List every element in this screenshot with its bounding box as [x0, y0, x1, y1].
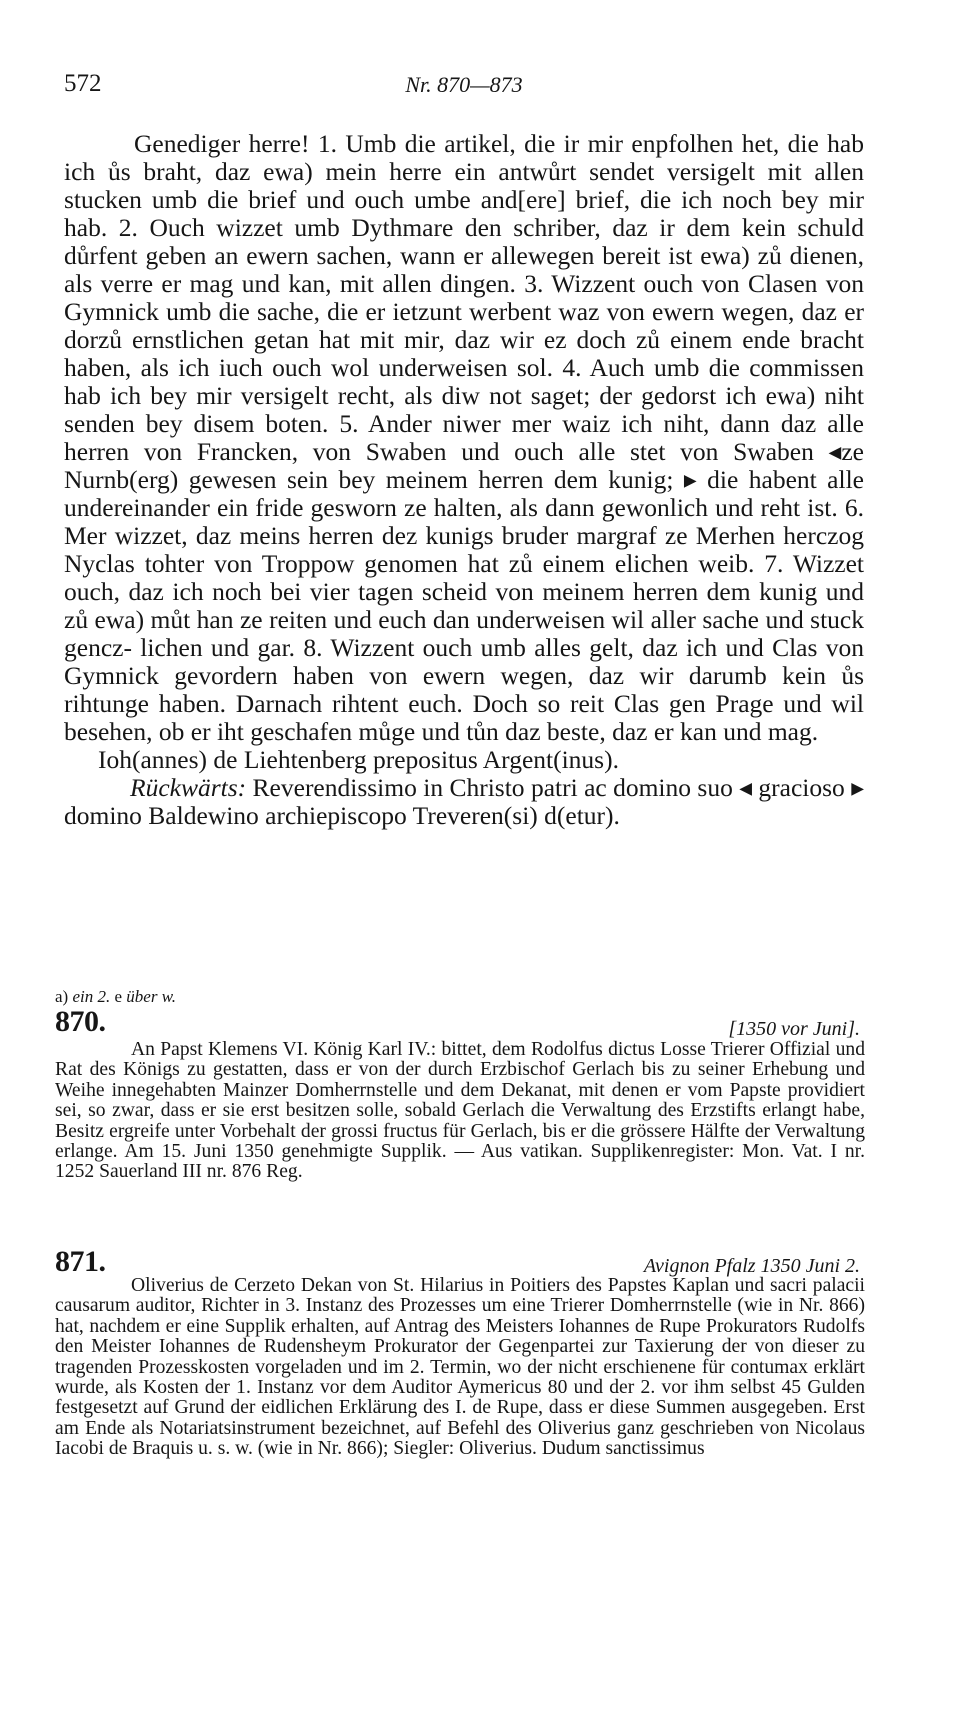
footnote-text-1: ein 2.: [72, 987, 111, 1006]
footnote-mark: a): [55, 987, 69, 1006]
letter-signature: Ioh(annes) de Liehtenberg prepositus Argent(inus).: [98, 745, 619, 774]
entry-regest-870: [55, 1040, 865, 1183]
entry-date-870: [1350 vor Juni].: [728, 1018, 860, 1040]
entry-number-871: 871.: [55, 1245, 106, 1278]
endorsement-label: Rückwärts:: [130, 773, 247, 802]
entry-text-870: An Papst Klemens VI. König Karl IV.: bittet, dem Rodolfus dictus Losse Trierer Offizial und Rat des Königs zu gestatten, dass er von der durch Erzbischof Gerlach bis zu seiner Erhebung und Weihe innegehabten Mainzer Domherrnstelle und dem Dekanat, mit denen er vom Papste providiert sei, so zwar, dass er sie erst besitzen solle, sobald Gerlach die Verwaltung des Erzstifts erlangt habe, Besitz ergreife unter Vorbehalt der grossi fructus für Gerlach, bis er die grössere Hälfte der Verwaltung erlange. Am 15. Juni 1350 genehmigte Supplik. — Aus vatikan. Supplikenregister: Mon. Vat. I nr. 1252 Sauerland III nr. 876 Reg.: [55, 1039, 865, 1183]
page-header: [64, 70, 864, 100]
entry-text-871: Oliverius de Cerzeto Dekan von St. Hilarius in Poitiers des Papstes Kaplan und sacri palacii causarum auditor, Richter in 3. Instanz des Prozesses um eine Trierer Domherrnstelle (wie in Nr. 866) hat, nachdem er eine Supplik erhalten, auf Antrag des Meisters Iohannes de Rupe Prokurators Rudolfs den Meister Iohannes de Rudensheym Prokurator der Gegenpartei zur Taxierung der von dieser zu tragenden Prozesskosten vorgeladen und im 2. Termin, wo der nicht erschienene für contumax erklärt wurde, als Kosten der 1. Instanz vor dem Auditor Aymericus 80 und der 2. vor ihm selbst 45 Gulden festgesetzt auf Grund der eidlichen Erklärung des I. de Rupe, dass er diese Summen ausgegeben. Erst am Ende als Notariatsinstrument bezeichnet, auf Befehl des Oliverius ganz geschrieben von Nicolaus Iacobi de Braquis u. s. w. (wie in Nr. 866); Siegler: Oliverius. Dudum sanctissimus: [55, 1275, 865, 1460]
running-title: Nr. 870—873: [405, 72, 523, 97]
entry-date-871: Avignon Pfalz 1350 Juni 2.: [643, 1255, 860, 1277]
endorsement-text: Reverendissimo in Christo patri ac domino suo ◂ gracioso ▸ domino Baldewino archiepiscopo Treveren(si) d(etur).: [64, 773, 864, 830]
footnote: [55, 987, 176, 1007]
letter-body: Genediger herre! 1. Umb die artikel, die ir mir enpfolhen het, die hab ich ůs braht, daz ewa) mein herre ein antwůrt sendet versigelt mit allen stucken umb die brief und ouch umbe and[ere] brief, die ich noch bey mir hab. 2. Ouch wizzet umb Dythmare den schriber, daz ir dem kein schuld důrfent geben an ewern sachen, wann er allewegen bereit ist ewa) zů dienen, als verre er mag und kan, mit allen dingen. 3. Wizzent ouch von Clasen von Gymnick umb die sache, die er ietzunt werbent waz von ewern wegen, daz er dorzů ernstlichen getan hat mit mir, daz wir ez doch zů einem ende bracht haben, als ich iuch ouch wol underweisen sol. 4. Auch umb die commissen hab ich bey mir versigelt recht, als diw not saget; der gedorst ich ewa) niht senden bey disem boten. 5. Ander niwer mer waiz ich niht, dann daz alle herren von Francken, von Swaben und ouch alle stet von Swaben ◂ze Nurnb(erg) gewesen sein bey meinem herren dem kunig; ▸ die habent alle undereinander ein fride gesworn ze halten, als dann gewonlich und reht ist. 6. Mer wizzet, daz meins herren dez kunigs bruder margraf ze Merhen herczog Nyclas tohter von Troppow genomen hat zů einem elichen weib. 7. Wizzet ouch, daz ich noch bei vier tagen scheid von meinem herren dem kunig und zů ewa) můt han ze reiten und euch dan underweisen wil aller sache und stuck gencz- lichen und gar. 8. Wizzent ouch umb alles gelt, daz ich und Clas von Gymnick gevordern haben von ewern wegen, daz wir darumb kein ůs rihtunge haben. Darnach rihtent euch. Doch so reit Clas gen Prage und wil besehen, ob er iht geschafen můge und tůn daz beste, daz er kan und mag.: [64, 129, 864, 746]
page-number: 572: [64, 70, 102, 97]
entry-number-870: 870.: [55, 1005, 106, 1038]
footnote-text-2: über w.: [126, 987, 177, 1006]
letter-endorsement: [64, 774, 864, 830]
footnote-mid: e: [114, 987, 123, 1006]
entry-regest-871: [55, 1276, 865, 1460]
letter-text-block: [64, 130, 864, 830]
